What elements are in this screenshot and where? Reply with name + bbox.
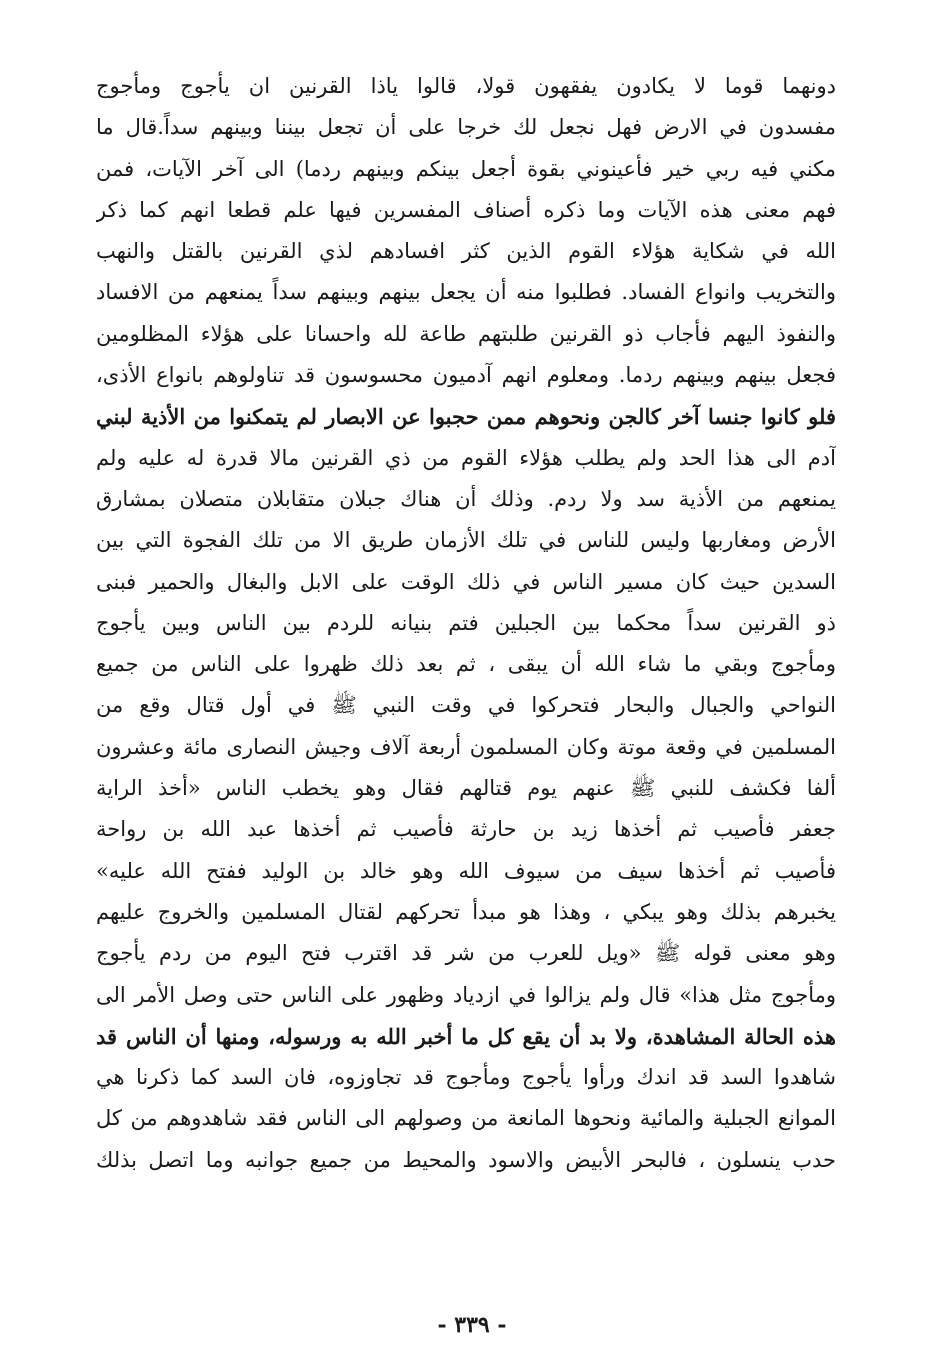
text-line: ذو القرنين سداً محكما بين الجبلين فتم بنيانه للردم بين الناس وبين يأجوج	[96, 610, 836, 635]
text-line: آدم الى هذا الحد ولم يطلب هؤلاء القوم من ذي القرنين مالا قدرة له عليه ولم	[96, 445, 836, 470]
text-line: يمنعهم من الأذية سد ولا ردم. وذلك أن هناك جبلان متقابلان متصلان بمشارق	[96, 486, 836, 511]
text-line: فهم معنى هذه الآيات وما ذكره أصناف المفسرين فيها علم قطعا انهم كما ذكر	[96, 197, 836, 222]
text-line: والتخريب وانواع الفساد. فطلبوا منه أن يجعل بينهم وبينهم سداً يمنعهم من الافساد	[96, 280, 836, 305]
text-line: دونهما قوما لا يكادون يفقهون قولا، قالوا ياذا القرنين ان يأجوج ومأجوج	[96, 74, 836, 98]
text-line: ومأجوج مثل هذا» قال ولم يزالوا في ازدياد وظهور على الناس حتى وصل الأمر الى	[96, 982, 836, 1007]
text-line: فجعل بينهم وبينهم ردما. ومعلوم انهم آدميون محسوسون قد تناولوهم بانواع الأذى،	[96, 363, 836, 388]
text-line: شاهدوا السد قد اندك ورأوا يأجوج ومأجوج قد تجاوزوه، فان السد كما ذكرنا هي	[96, 1065, 836, 1090]
text-line: مفسدون في الارض فهل نجعل لك خرجا على أن تجعل بيننا وبينهم سداً.قال ما	[96, 115, 836, 140]
text-line: السدين حيث كان مسير الناس في ذلك الوقت على الابل والبغال والحمير فبنى	[96, 569, 836, 594]
text-line: فأصيب ثم أخذها سيف من سيوف الله وهو خالد بن الوليد ففتح الله عليه»	[96, 858, 836, 883]
text-line: النواحي والجبال والبحار فتحركوا في وقت النبي ﷺ في أول قتال وقع من	[96, 693, 836, 718]
text-line: المسلمين في وقعة موتة وكان المسلمون أربعة آلاف وجيش النصارى مائة وعشرون	[96, 734, 836, 759]
text-line: ألفا فكشف للنبي ﷺ عنهم يوم قتالهم فقال وهو يخطب الناس «أخذ الراية	[96, 776, 836, 801]
text-line: جعفر فأصيب ثم أخذها زيد بن حارثة فأصيب ثم أخذها عبد الله بن رواحة	[96, 817, 836, 842]
text-line: والنفوذ اليهم فأجاب ذو القرنين طلبتهم طاعة لله واحسانا على هؤلاء المظلومين	[96, 321, 836, 346]
text-line: ومأجوج وبقي ما شاء الله أن يبقى ، ثم بعد ذلك ظهروا على الناس من جميع	[96, 652, 836, 677]
text-line: فلو كانوا جنسا آخر كالجن ونحوهم ممن حجبوا عن الابصار لم يتمكنوا من الأذية لبني	[96, 404, 836, 430]
text-line: يخبرهم بذلك وهو يبكي ، وهذا هو مبدأ تحركهم لقتال المسلمين والخروج عليهم	[96, 899, 836, 924]
text-line: مكني فيه ربي خير فأعينوني بقوة أجعل بينكم وبينهم ردما) الى آخر الآيات، فمن	[96, 156, 836, 181]
body-text	[96, 66, 836, 1181]
text-line: هذه الحالة المشاهدة، ولا بد أن يقع كل ما أخبر الله به ورسوله، ومنها أن الناس قد	[96, 1023, 836, 1049]
text-line: الأرض ومغاربها وليس للناس في تلك الأزمان طريق الا من تلك الفجوة التي بين	[96, 528, 836, 553]
text-line: وهو معنى قوله ﷺ «ويل للعرب من شر قد اقترب فتح اليوم من ردم يأجوج	[96, 941, 836, 966]
text-line: الله في شكاية هؤلاء القوم الذين كثر افسادهم لذي القرنين بالقتل والنهب	[96, 239, 836, 264]
text-line: حدب ينسلون ، فالبحر الأبيض والاسود والمحيط من جميع جوانبه وما اتصل بذلك	[96, 1147, 836, 1172]
page-number: - ٣٣٩ -	[437, 1312, 507, 1338]
text-line: الموانع الجبلية والمائية ونحوها المانعة من وصولهم الى الناس فقد شاهدوهم من كل	[96, 1106, 836, 1131]
